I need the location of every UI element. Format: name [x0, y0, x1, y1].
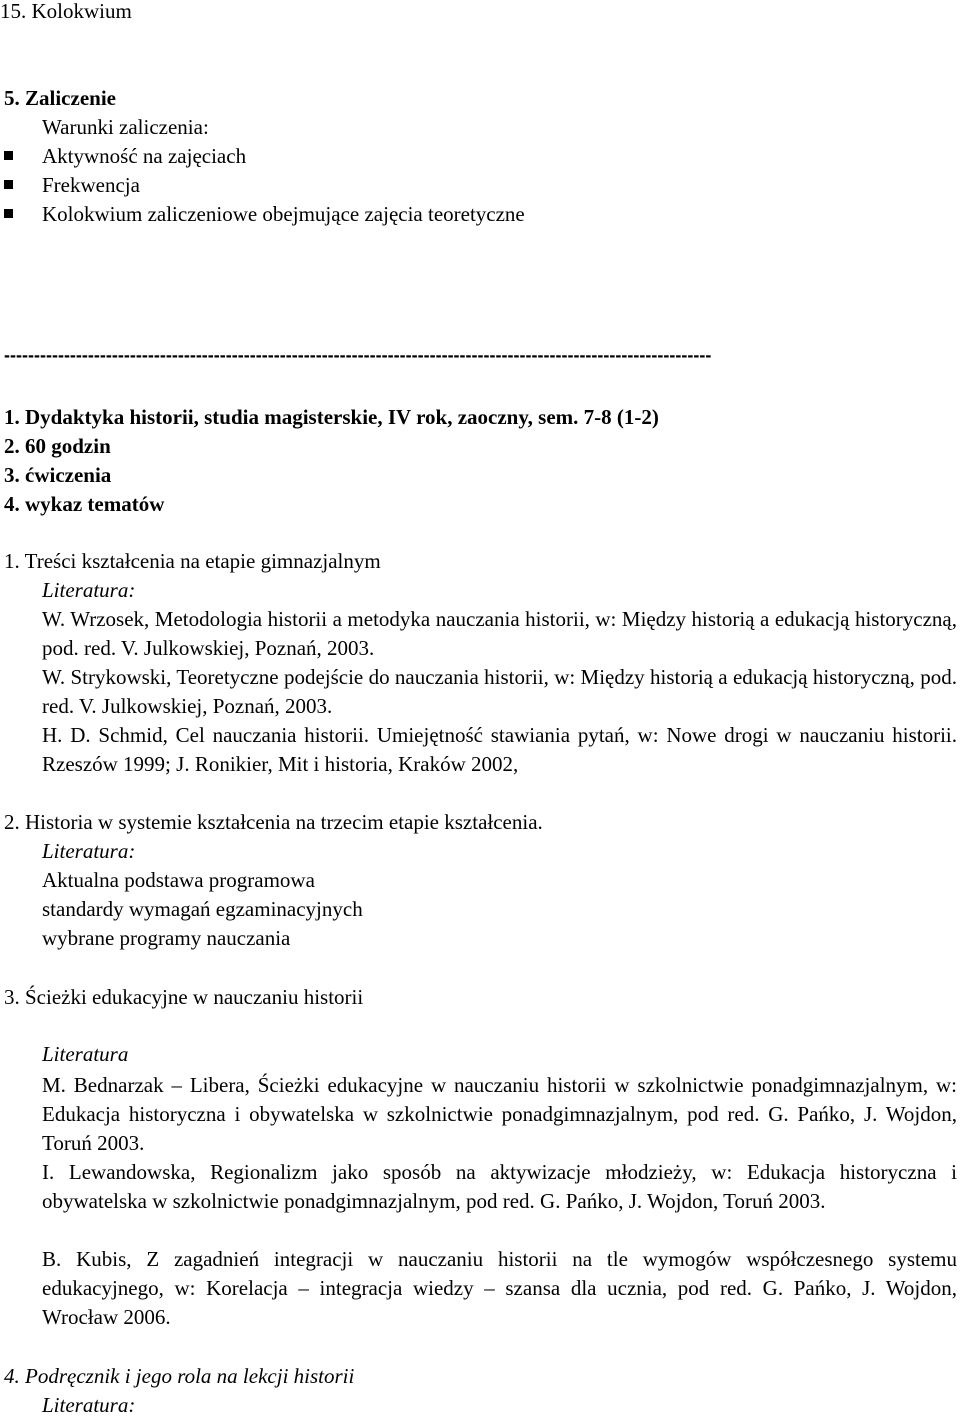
item-15-kolokwium: 15. Kolokwium [0, 0, 132, 23]
reference-entry: B. Kubis, Z zagadnień integracji w nauczaniu historii na tle wymogów współczesnego systemu edukacyjnego, w: Korelacja – integracja wiedzy – szansa dla ucznia, pod red. G. Pańko, J. Wojdon, Wrocław 2006. [42, 1247, 957, 1329]
topic-1-title: 1. Treści kształcenia na etapie gimnazjalnym [4, 549, 381, 573]
topic-3-literature-label: Literatura [42, 1042, 129, 1066]
topic-2-title: 2. Historia w systemie kształcenia na trzecim etapie kształcenia. [4, 810, 543, 834]
topic-2-literature-label: Literatura: [42, 839, 136, 863]
conditions-label: Warunki zaliczenia: [42, 115, 209, 139]
bullet-square-icon [4, 151, 13, 160]
section-5-heading: 5. Zaliczenie [4, 86, 116, 110]
reference-entry: Aktualna podstawa programowa [42, 868, 315, 892]
reference-entry: M. Bednarzak – Libera, Ścieżki edukacyjne w nauczaniu historii w szkolnictwie ponadgimnazjalnym, w: Edukacja historyczna i obywatelska w szkolnictwie ponadgimnazjalnym, pod red. G. Pańko, J. Wojdon, Toruń 2003. [42, 1073, 957, 1155]
topic-4-title: 4. Podręcznik i jego rola na lekcji historii [4, 1364, 355, 1388]
bullet-item: Kolokwium zaliczeniowe obejmujące zajęcia teoretyczne [42, 202, 525, 226]
reference-entry: standardy wymagań egzaminacyjnych [42, 897, 363, 921]
reference-entry: I. Lewandowska, Regionalizm jako sposób na aktywizacje młodzieży, w: Edukacja historyczna i obywatelska w szkolnictwie ponadgimnazjalnym, pod red. G. Pańko, J. Wojdon, Toruń 2003. [42, 1160, 957, 1213]
bullet-square-icon [4, 209, 13, 218]
bullet-item: Aktywność na zajęciach [42, 144, 247, 168]
course-item: 4. wykaz tematów [4, 492, 165, 516]
course-item: 1. Dydaktyka historii, studia magisterskie, IV rok, zaoczny, sem. 7-8 (1-2) [4, 405, 659, 429]
reference-entry: H. D. Schmid, Cel nauczania historii. Umiejętność stawiania pytań, w: Nowe drogi w nauczaniu historii. Rzeszów 1999; J. Ronikier, Mit i historia, Kraków 2002, [42, 723, 957, 776]
topic-3-title: 3. Ścieżki edukacyjne w nauczaniu historii [4, 985, 364, 1009]
reference-entry: W. Wrzosek, Metodologia historii a metodyka nauczania historii, w: Między historią a edukacją historyczną, pod. red. V. Julkowskiej, Poznań, 2003. [42, 607, 957, 660]
reference-entry: wybrane programy nauczania [42, 926, 291, 950]
bullet-item: Frekwencja [42, 173, 140, 197]
topic-1-literature-label: Literatura: [42, 578, 136, 602]
reference-entry: W. Strykowski, Teoretyczne podejście do nauczania historii, w: Między historią a edukacją historyczną, pod. red. V. Julkowskiej, Poznań, 2003. [42, 665, 957, 718]
dashed-divider: ---------------------------------------------------------------------------------------------------------------------- [4, 345, 712, 365]
bullet-square-icon [4, 180, 13, 189]
course-item: 2. 60 godzin [4, 434, 111, 458]
course-item: 3. ćwiczenia [4, 463, 112, 487]
topic-4-literature-label: Literatura: [42, 1393, 136, 1417]
